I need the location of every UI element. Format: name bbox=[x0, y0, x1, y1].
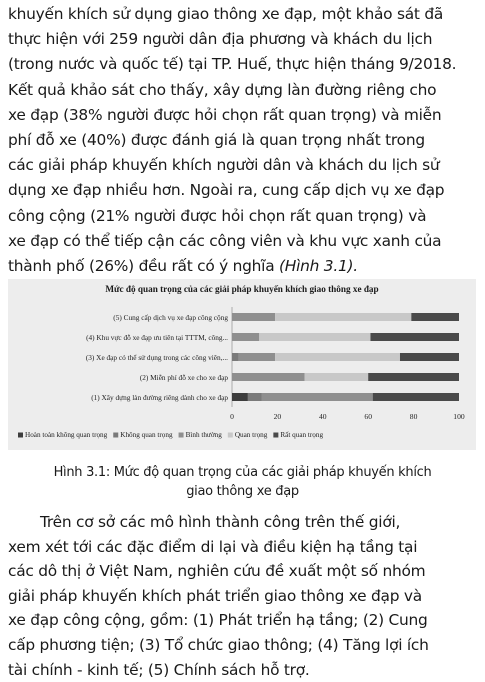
text-fragment: thành phố (26%) đều rất có ý nghĩa bbox=[8, 257, 280, 276]
x-tick-label: 20 bbox=[273, 412, 282, 421]
category-label: (1) Xây dựng làn đường riêng dành cho xe đạp bbox=[91, 392, 228, 402]
bar-segment bbox=[370, 333, 459, 341]
bar-segment bbox=[248, 393, 262, 401]
x-tick-label: 80 bbox=[409, 412, 418, 421]
stacked-bar-chart bbox=[8, 279, 476, 450]
text-line: xe đạp (38% người được hỏi chọn rất quan trọng) và miễn bbox=[8, 105, 442, 124]
category-label: (4) Khu vực đỗ xe đạp ưu tiên tại TTTM, công... bbox=[86, 332, 228, 342]
chart-title: Mức độ quan trọng của các giải pháp khuyến khích giao thông xe đạp bbox=[105, 284, 379, 294]
text-line: Kết quả khảo sát cho thấy, xây dựng làn đường riêng cho bbox=[8, 80, 437, 99]
text-line: các giải pháp khuyến khích người dân và khách du lịch sử bbox=[8, 156, 440, 175]
body-paragraph-1 bbox=[8, 2, 482, 279]
category-label: (2) Miễn phí đỗ xe cho xe đạp bbox=[139, 372, 228, 382]
legend-label: Bình thường bbox=[185, 431, 222, 439]
caption-line: giao thông xe đạp bbox=[186, 484, 299, 499]
figure-reference: (Hình 3.1). bbox=[279, 257, 358, 276]
bar-segment bbox=[373, 393, 459, 401]
x-tick-label: 60 bbox=[364, 412, 372, 421]
bar-segment bbox=[400, 353, 459, 361]
legend-swatch bbox=[113, 433, 118, 438]
legend-label: Quan trọng bbox=[234, 431, 268, 439]
category-label: (5) Cung cấp dịch vụ xe đạp công cộng bbox=[113, 312, 228, 322]
text-line: dụng xe đạp nhiều hơn. Ngoài ra, cung cấp dịch vụ xe đạp bbox=[8, 181, 445, 200]
figure-caption bbox=[0, 463, 485, 501]
text-line: công cộng (21% người được hỏi chọn rất quan trọng) và bbox=[8, 206, 427, 225]
figure-3-1 bbox=[8, 279, 476, 450]
text-line: xe đạp công cộng, gồm: (1) Phát triển hạ tầng; (2) Cung bbox=[8, 611, 428, 630]
text-line: Trên cơ sở các mô hình thành công trên thế giới, bbox=[40, 513, 401, 531]
text-line: các dô thị ở Việt Nam, nghiên cứu đề xuất một số nhóm bbox=[8, 562, 426, 581]
x-tick-label: 100 bbox=[453, 412, 465, 421]
legend-swatch bbox=[273, 433, 278, 438]
text-line: cấp phương tiện; (3) Tổ chức giao thông; (4) Tăng lợi ích bbox=[8, 635, 429, 654]
legend-swatch bbox=[228, 433, 233, 438]
text-line: tài chính - kinh tế; (5) Chính sách hỗ trợ. bbox=[8, 660, 310, 679]
x-tick-label: 0 bbox=[230, 412, 234, 421]
bar-segment bbox=[259, 333, 370, 341]
legend-label: Hoàn toàn không quan trọng bbox=[25, 431, 108, 439]
bar-segment bbox=[368, 373, 459, 381]
x-tick-label: 40 bbox=[319, 412, 327, 421]
text-line: (trong nước và quốc tế) tại TP. Huế, thực hiện tháng 9/2018. bbox=[8, 55, 457, 74]
text-line-last bbox=[8, 254, 482, 279]
bar-segment bbox=[232, 333, 259, 341]
legend-swatch bbox=[18, 433, 23, 438]
legend-label: Không quan trọng bbox=[120, 431, 173, 439]
bar-segment bbox=[262, 393, 373, 401]
body-paragraph-2 bbox=[8, 510, 482, 682]
text-line: xe đạp có thể tiếp cận các công viên và khu vực xanh của bbox=[8, 231, 442, 250]
bar-segment bbox=[232, 373, 305, 381]
bar-segment bbox=[411, 313, 459, 321]
text-line: khuyến khích sử dụng giao thông xe đạp, một khảo sát đã bbox=[8, 5, 444, 23]
text-line: thực hiện với 259 người dân địa phương và khách du lịch bbox=[8, 30, 433, 49]
bar-segment bbox=[232, 393, 248, 401]
bar-segment bbox=[275, 353, 400, 361]
text-line: giải pháp khuyến khích phát triển giao thông xe đạp và bbox=[8, 586, 422, 605]
text-line: phí đỗ xe (40%) được đánh giá là quan trọng nhất trong bbox=[8, 131, 425, 150]
caption-line: Hình 3.1: Mức độ quan trọng của các giải pháp khuyến khích bbox=[53, 465, 432, 480]
bar-segment bbox=[232, 353, 239, 361]
bar-segment bbox=[232, 313, 275, 321]
legend-label: Rất quan trọng bbox=[280, 431, 324, 439]
bar-segment bbox=[305, 373, 369, 381]
text-line: xem xét tới các đặc điểm di lại và điều kiện hạ tầng tại bbox=[8, 537, 418, 556]
legend-swatch bbox=[179, 433, 184, 438]
bar-segment bbox=[239, 353, 275, 361]
category-label: (3) Xe đạp có thể sử dụng trong các công viên,... bbox=[85, 352, 228, 362]
bar-segment bbox=[275, 313, 411, 321]
